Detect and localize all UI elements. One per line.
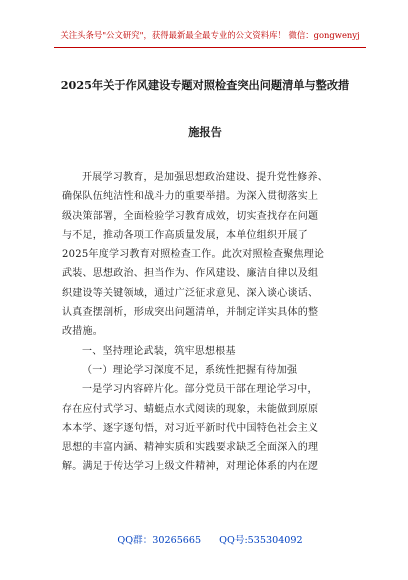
body-line: 与不足，推动各项工作高质量发展，本单位组织开展了 [62,229,308,241]
body-line: 一是学习内容碎片化。部分党员干部在理论学习中， [82,384,318,396]
body-line: 存在应付式学习、蜻蜓点水式阅读的现象，未能做到原原 [62,403,319,415]
body-line: 确保队伍纯洁性和战斗力的重要举措。为深入贯彻落实上 [62,191,319,203]
body-line: 认真查摆剖析，形成突出问题清单，并制定详实具体的整 [62,307,319,319]
body-line: 武装、思想政治、担当作为、作风建设、廉洁自律以及组 [62,268,319,280]
body-line: 2025年度学习教育对照检查工作。此次对照检查聚焦理论 [62,249,325,261]
body-line: 本本学、逐字逐句悟，对习近平新时代中国特色社会主义 [62,422,319,434]
header-banner: 关注头条号"公文研究"，获得最新最全最专业的公文资料库！ 微信：gongwenyj [60,30,360,40]
header-divider [54,47,366,48]
body-line: 级决策部署，全面检验学习教育成效，切实查找存在问题 [62,210,319,222]
subsection-heading: （一）理论学习深度不足，系统性把握有待加强 [82,364,298,376]
footer-contact [54,532,366,546]
footer-qq-number: QQ号:535304092 [219,535,303,546]
document-body [62,168,358,477]
document-title-line-2: 施报告 [188,125,222,139]
body-line: 织建设等关键领域，通过广泛征求意见、深入谈心谈话、 [62,287,319,299]
body-line: 开展学习教育，是加强思想政治建设、提升党性修养、 [82,172,328,183]
body-line: 解。满足于传达学习上级文件精神，对理论体系的内在逻 [62,461,319,473]
body-line: 思想的丰富内涵、精神实质和实践要求缺乏全面深入的理 [62,442,319,454]
footer-qq-group: QQ群：30265665 [117,535,202,546]
document-title-line-1: 2025年关于作风建设专题对照检查突出问题清单与整改措 [60,78,350,92]
body-line: 改措施。 [62,326,103,338]
section-heading: 一、坚持理论武装，筑牢思想根基 [82,345,236,357]
